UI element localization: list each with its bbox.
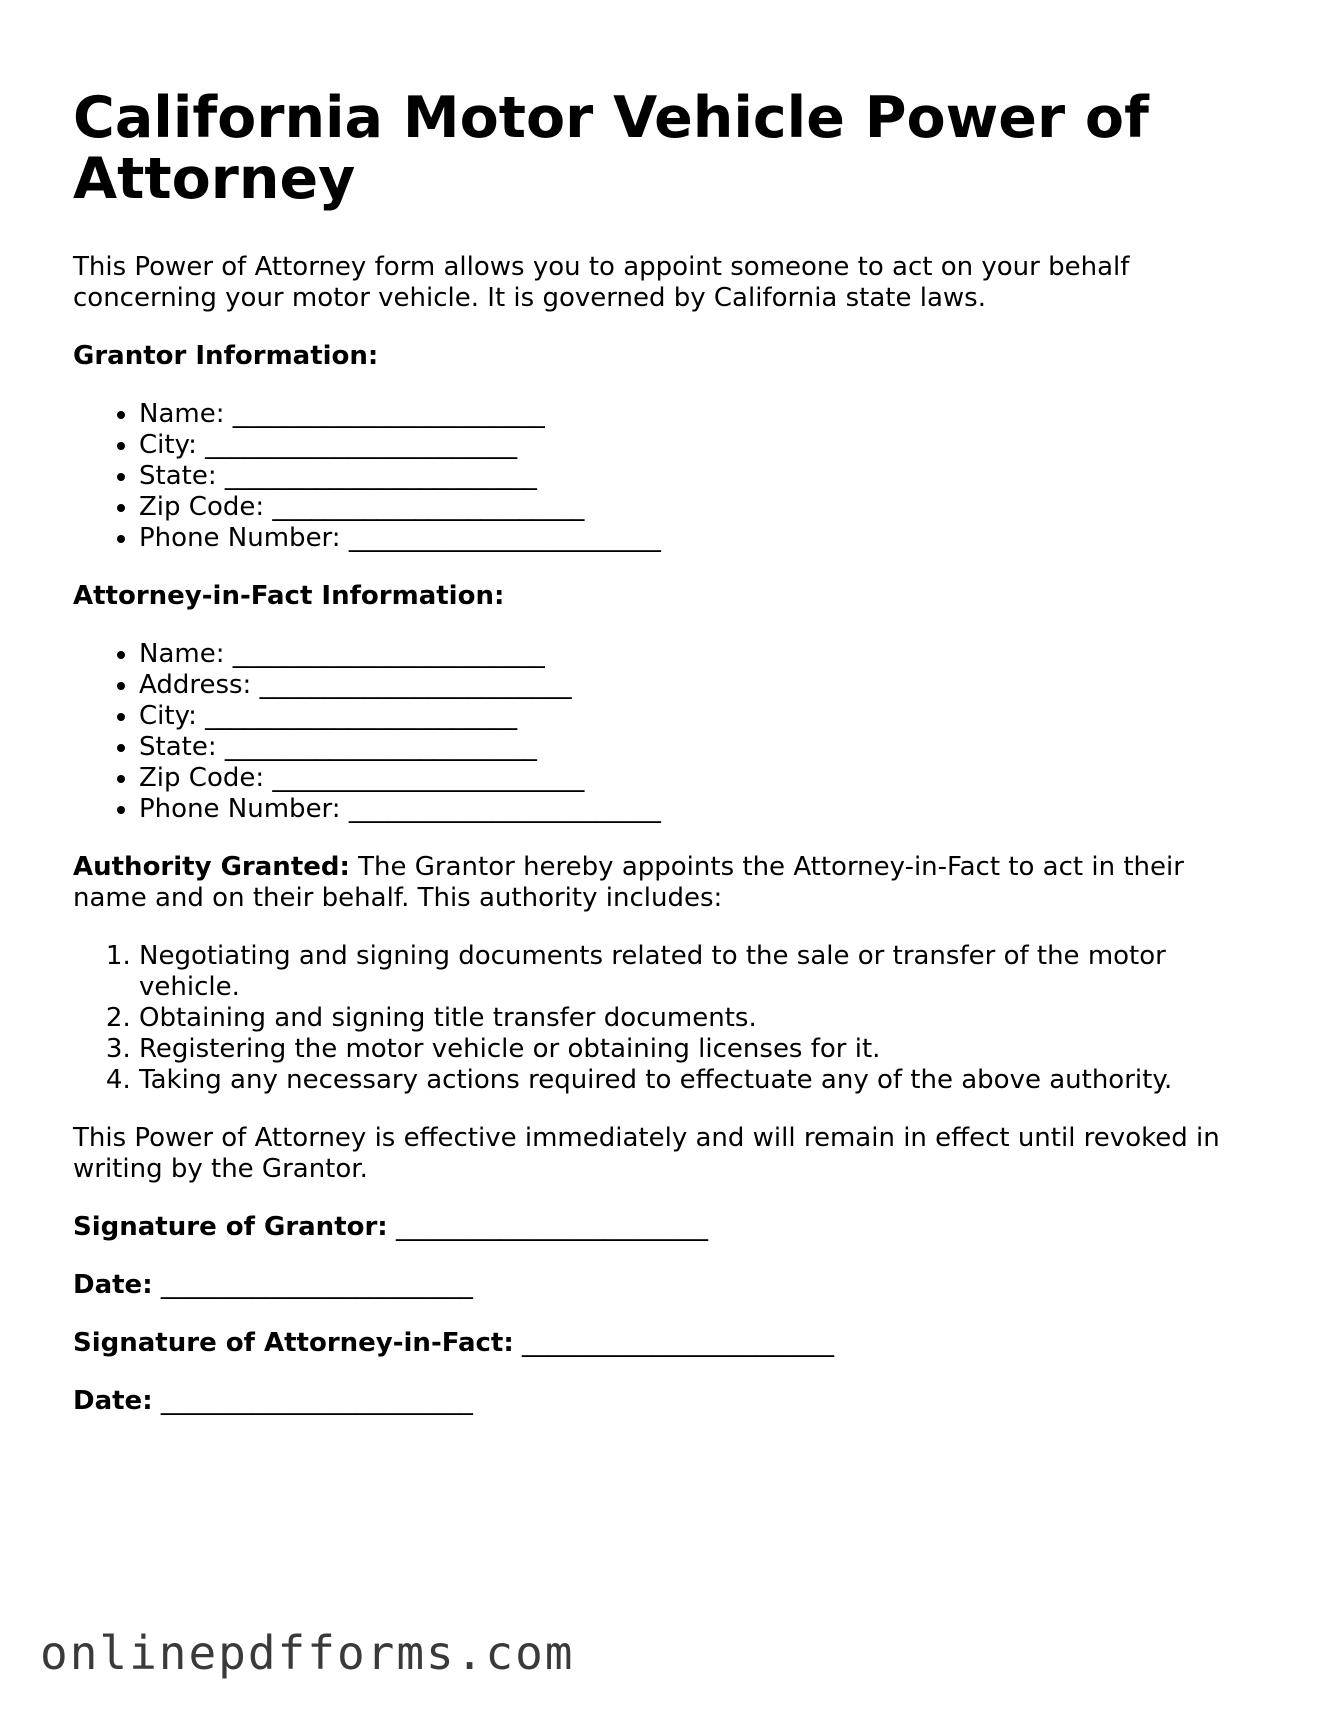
attorney-zip-blank[interactable]: ________________________	[272, 763, 585, 793]
attorney-heading: Attorney-in-Fact Information:	[73, 581, 505, 611]
authority-paragraph	[73, 852, 1253, 914]
document-page	[73, 85, 1253, 1444]
attorney-city-blank[interactable]: ________________________	[205, 701, 518, 731]
authority-text: The Grantor hereby appoints the Attorney-in-Fact to act in their name and on their behalf. This authority includes:	[73, 852, 1184, 913]
intro-paragraph: This Power of Attorney form allows you to appoint someone to act on your behalf concerning your motor vehicle. It is governed by California state laws.	[73, 252, 1130, 313]
grantor-field-list	[73, 399, 1253, 554]
attorney-name-field: • Name: ________________________	[139, 639, 1253, 670]
authority-label: Authority Granted:	[73, 852, 350, 882]
grantor-signature-line: Signature of Grantor: ________________________	[73, 1212, 708, 1242]
grantor-zip-blank[interactable]: ________________________	[272, 492, 585, 522]
attorney-signature-blank[interactable]: ________________________	[522, 1328, 835, 1358]
attorney-city-field: • City: ________________________	[139, 701, 1253, 732]
page-title: California Motor Vehicle Power of Attorney	[73, 85, 1149, 212]
attorney-phone-blank[interactable]: ________________________	[348, 794, 661, 824]
attorney-address-field: • Address: ________________________	[139, 670, 1253, 701]
attorney-phone-field: • Phone Number: ________________________	[139, 794, 1253, 825]
grantor-name-blank[interactable]: ________________________	[232, 399, 545, 429]
grantor-zip-field: • Zip Code: ________________________	[139, 492, 1253, 523]
attorney-state-blank[interactable]: ________________________	[224, 732, 537, 762]
authority-item: 4. Taking any necessary actions required to effectuate any of the above authority.	[139, 1065, 1253, 1096]
grantor-date-blank[interactable]: ________________________	[160, 1270, 473, 1300]
grantor-city-field: • City: ________________________	[139, 430, 1253, 461]
attorney-field-list	[73, 639, 1253, 825]
attorney-signature-line: Signature of Attorney-in-Fact: ________________________	[73, 1328, 835, 1358]
attorney-date-line: Date: ________________________	[73, 1386, 473, 1416]
grantor-phone-blank[interactable]: ________________________	[348, 523, 661, 553]
grantor-signature-blank[interactable]: ________________________	[395, 1212, 708, 1242]
authority-item: 1. Negotiating and signing documents related to the sale or transfer of the motor vehicle.	[139, 941, 1253, 1003]
grantor-heading: Grantor Information:	[73, 341, 379, 371]
attorney-zip-field: • Zip Code: ________________________	[139, 763, 1253, 794]
authority-item: 2. Obtaining and signing title transfer documents.	[139, 1003, 1253, 1034]
authority-item: 3. Registering the motor vehicle or obtaining licenses for it.	[139, 1034, 1253, 1065]
watermark-text: onlinepdfforms.com	[40, 1626, 575, 1680]
attorney-date-blank[interactable]: ________________________	[160, 1386, 473, 1416]
attorney-name-blank[interactable]: ________________________	[232, 639, 545, 669]
grantor-name-field: • Name: ________________________	[139, 399, 1253, 430]
grantor-state-blank[interactable]: ________________________	[224, 461, 537, 491]
attorney-state-field: • State: ________________________	[139, 732, 1253, 763]
authority-list	[73, 941, 1253, 1096]
effective-paragraph: This Power of Attorney is effective immediately and will remain in effect until revoked in writing by the Grantor.	[73, 1123, 1220, 1184]
grantor-city-blank[interactable]: ________________________	[205, 430, 518, 460]
grantor-phone-field: • Phone Number: ________________________	[139, 523, 1253, 554]
attorney-address-blank[interactable]: ________________________	[259, 670, 572, 700]
grantor-state-field: • State: ________________________	[139, 461, 1253, 492]
grantor-date-line: Date: ________________________	[73, 1270, 473, 1300]
